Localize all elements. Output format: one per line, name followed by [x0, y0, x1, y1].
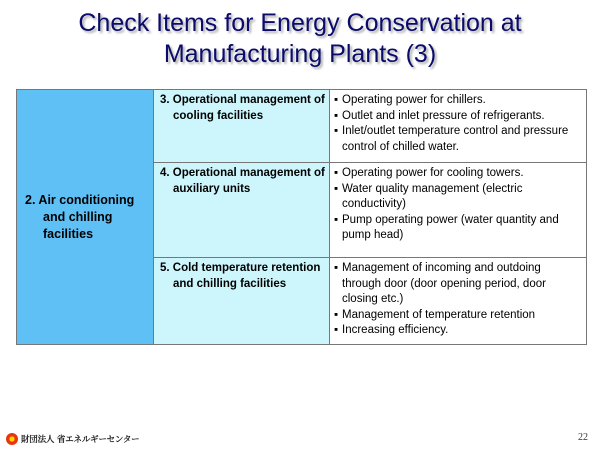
slide-title — [0, 8, 600, 70]
list-item — [333, 323, 582, 339]
check-items-table — [16, 89, 587, 345]
category-label: 2. Air conditioning and chilling facilities — [25, 192, 135, 241]
table-row — [17, 90, 587, 163]
subheading-label: 5. Cold temperature retention and chilling facilities — [160, 262, 321, 290]
footer-logo — [6, 432, 139, 446]
check-items-list — [333, 93, 582, 155]
check-items-cell — [330, 258, 587, 345]
slide-title-line-1: Check Items for Energy Conservation at — [78, 9, 522, 37]
bullet: ▪ — [334, 324, 339, 336]
list-item — [333, 182, 582, 213]
page-number: 22 — [578, 432, 588, 443]
list-item — [333, 166, 582, 182]
footer-logo-text: 財団法人 省エネルギーセンター — [21, 435, 140, 445]
slide-title-line-2: Manufacturing Plants (3) — [163, 40, 437, 68]
list-item-text: Management of temperature retention — [342, 308, 536, 321]
list-item-text: Inlet/outlet temperature control and pressure control of chilled water. — [342, 125, 569, 153]
check-items-cell — [330, 90, 587, 163]
bullet: ▪ — [334, 109, 339, 122]
subheading-cell — [154, 258, 330, 345]
bullet: ▪ — [334, 167, 339, 179]
subheading-cell — [154, 90, 330, 163]
bullet: ▪ — [334, 125, 339, 137]
bullet: ▪ — [334, 308, 339, 321]
list-item-text: Increasing efficiency. — [342, 324, 449, 336]
list-item — [333, 308, 582, 324]
list-item — [333, 124, 582, 155]
list-item — [333, 109, 582, 125]
energy-center-logo-icon — [6, 433, 18, 445]
list-item — [333, 261, 582, 308]
subheading-cell — [154, 163, 330, 258]
category-cell — [17, 90, 154, 345]
subheading-label: 3. Operational management of cooling facilities — [160, 94, 325, 122]
bullet: ▪ — [334, 262, 339, 274]
check-items-list — [333, 166, 582, 244]
check-items-list — [333, 261, 582, 339]
subheading-label: 4. Operational management of auxiliary units — [160, 167, 325, 195]
bullet: ▪ — [334, 94, 339, 106]
list-item-text: Pump operating power (water quantity and pump head) — [342, 213, 559, 241]
list-item — [333, 93, 582, 109]
bullet: ▪ — [334, 182, 339, 195]
list-item-text: Operating power for cooling towers. — [342, 167, 524, 179]
list-item-text: Water quality management (electric conductivity) — [342, 182, 523, 210]
list-item — [333, 213, 582, 244]
list-item-text: Operating power for chillers. — [342, 94, 486, 106]
check-items-cell — [330, 163, 587, 258]
bullet: ▪ — [334, 213, 339, 226]
list-item-text: Outlet and inlet pressure of refrigerants. — [342, 109, 545, 122]
list-item-text: Management of incoming and outdoing through door (door opening period, door closing etc.) — [342, 262, 546, 305]
